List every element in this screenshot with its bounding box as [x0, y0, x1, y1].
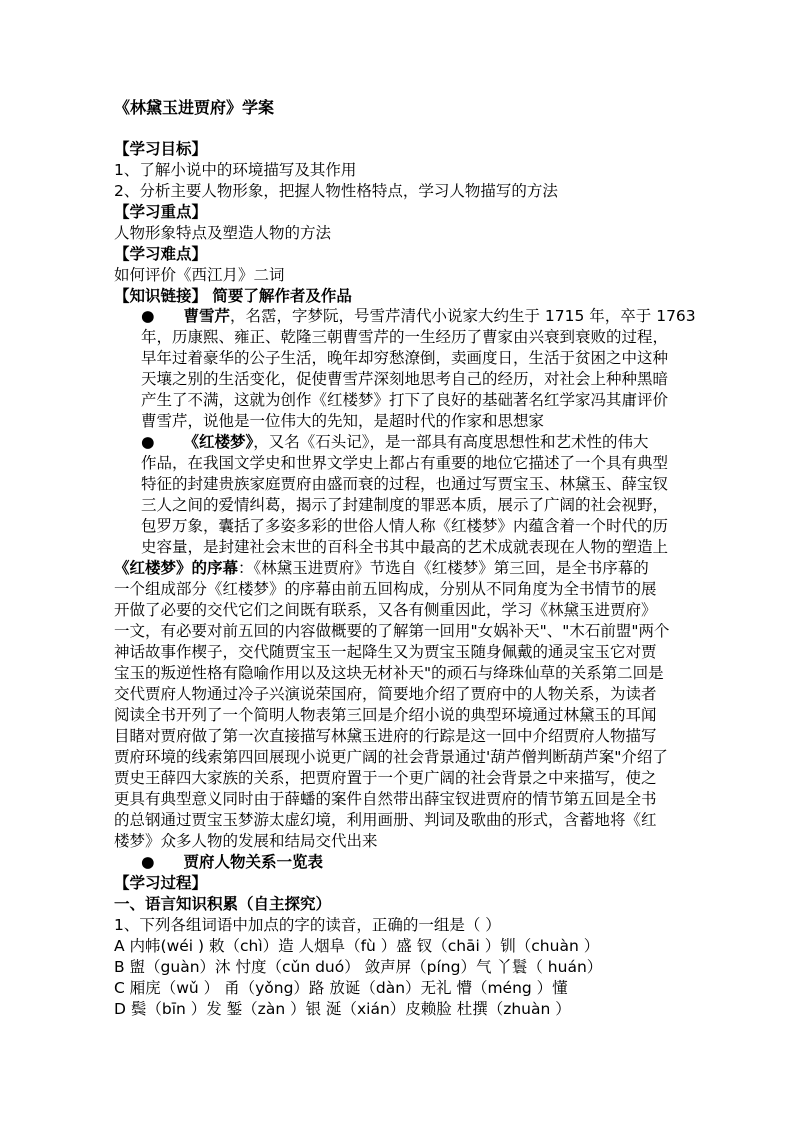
option-a: A 内帏(wéi ) 敕（chì）造 人烟阜（fù ）盛 钗（chāi ）钏（chuàn ） [114, 937, 600, 955]
book-name: 《红楼梦》 [183, 433, 254, 451]
book-line: 特征的封建贵族家庭贾府由盛而衰的过程，也通过写贾宝玉、林黛玉、薛宝钗 [141, 475, 669, 493]
prelude-line: 目睹对贾府做了第一次直接描写林黛玉进府的行踪是这一回中介绍贾府人物描写 [114, 727, 657, 745]
prelude-line: 宝玉的叛逆性格有隐喻作用以及这块无材补天"的顽石与绛珠仙草的关系第二回是 [114, 664, 664, 682]
author-line: 天壤之别的生活变化，促使曹雪芹深刻地思考自己的经历，对社会上种种黑暗 [141, 370, 669, 388]
bullet-icon: ● [141, 307, 155, 325]
author-line: 年，历康熙、雍正、乾隆三朝曹雪芹的一生经历了曹家由兴衰到衰败的过程， [141, 328, 669, 346]
goal-item: 1、了解小说中的环境描写及其作用 [114, 161, 357, 179]
prelude-name: 《红楼梦》的序幕 [114, 559, 239, 577]
author-line: ，名霑，字梦阮，号雪芹清代小说家大约生于 1715 年，卒于 1763 [229, 307, 696, 325]
key-text: 人物形象特点及塑造人物的方法 [114, 224, 332, 242]
doc-title: 《林黛玉进贾府》学案 [114, 98, 275, 117]
knowledge-heading: 【知识链接】 简要了解作者及作品 [114, 287, 352, 305]
book-line: 史容量，是封建社会末世的百科全书其中最高的艺术成就表现在人物的塑造上 [141, 538, 669, 556]
prelude-line: 神话故事作楔子，交代随贾宝玉一起降生又为贾宝玉随身佩戴的通灵宝玉它对贾 [114, 643, 657, 661]
difficulty-text: 如何评价《西江月》二词 [114, 266, 285, 284]
book-line: 包罗万象，囊括了多姿多彩的世俗人情人称《红楼梦》内蕴含着一个时代的历 [141, 517, 669, 535]
prelude-line: 贾史王薛四大家族的关系，把贾府置于一个更广阔的社会背景之中来描写，使之 [114, 769, 657, 787]
prelude-line: 更具有典型意义同时由于薛蟠的案件自然带出薛宝钗进贾府的情节第五回是全书 [114, 790, 657, 808]
difficulty-heading: 【学习难点】 [114, 245, 208, 263]
option-b: B 盥（guàn）沐 忖度（cǔn duó） 敛声屏（píng）气 丫鬟（ huán） [114, 958, 603, 976]
bullet-icon: ● [141, 433, 155, 451]
prelude-line: 一个组成部分《红楼梦》的序幕由前五回构成，分别从不同角度为全书情节的展 [114, 580, 657, 598]
author-line: 早年过着豪华的公子生活，晚年却穷愁潦倒，卖画度日，生活于贫困之中这种 [141, 349, 669, 367]
prelude-line: 阅读全书开列了一个简明人物表第三回是介绍小说的典型环境通过林黛玉的耳闻 [114, 706, 657, 724]
prelude-line: 交代贾府人物通过冷子兴演说荣国府，简要地介绍了贾府中的人物关系，为读者 [114, 685, 657, 703]
bullet-icon: ● [141, 853, 155, 871]
relation-table-title: 贾府人物关系一览表 [183, 853, 323, 871]
book-line: 作品，在我国文学史和世界文学史上都占有重要的地位它描述了一个具有典型 [141, 454, 669, 472]
prelude-line: ：《林黛玉进贾府》节选自《红楼梦》第三回，是全书序幕的 [238, 559, 649, 577]
author-name: 曹雪芹 [183, 307, 230, 325]
book-first-line [141, 432, 649, 453]
author-line: 产生了不满，这就为创作《红楼梦》打下了良好的基础著名红学家冯其庸评价 [141, 391, 669, 409]
option-d: D 鬓（bīn ）发 錾（zàn ）银 涎（xián）皮赖脸 杜撰（zhuàn ） [114, 1000, 571, 1018]
book-line: ，又名《石头记》，是一部具有高度思想性和艺术性的伟大 [253, 433, 649, 451]
process-heading: 【学习过程】 [114, 874, 208, 892]
question-text: 1、下列各组词语中加点的字的读音，正确的一组是（ ） [114, 916, 501, 934]
goal-item: 2、分析主要人物形象，把握人物性格特点，学习人物描写的方法 [114, 182, 558, 200]
prelude-line: 的总钢通过贾宝玉梦游太虚幻境，利用画册、判词及歌曲的形式，含蓄地将《红 [114, 811, 657, 829]
relation-table-item [141, 852, 323, 873]
goals-heading: 【学习目标】 [114, 140, 208, 158]
section-heading: 一、语言知识积累（自主探究） [114, 895, 332, 913]
prelude-line: 楼梦》众多人物的发展和结局交代出来 [114, 832, 378, 850]
prelude-first-line [114, 558, 649, 579]
prelude-line: 开做了必要的交代它们之间既有联系，又各有侧重因此，学习《林黛玉进贾府》 [114, 601, 657, 619]
author-first-line [141, 306, 696, 327]
prelude-line: 一文，有必要对前五回的内容做概要的了解第一回用"女娲补天"、"木石前盟"两个 [114, 622, 670, 640]
author-line: 曹雪芹，说他是一位伟大的先知，是超时代的作家和思想家 [141, 412, 545, 430]
prelude-line: 贾府环境的线索第四回展现小说更广阔的社会背景通过'葫芦僧判断葫芦案"介绍了 [114, 748, 668, 766]
key-heading: 【学习重点】 [114, 203, 208, 221]
book-line: 三人之间的爱情纠葛，揭示了封建制度的罪恶本质，展示了广阔的社会视野， [141, 496, 669, 514]
option-c: C 厢庑（wǔ ） 甬（yǒng）路 放诞（dàn）无礼 懵（méng ）懂 [114, 979, 568, 997]
